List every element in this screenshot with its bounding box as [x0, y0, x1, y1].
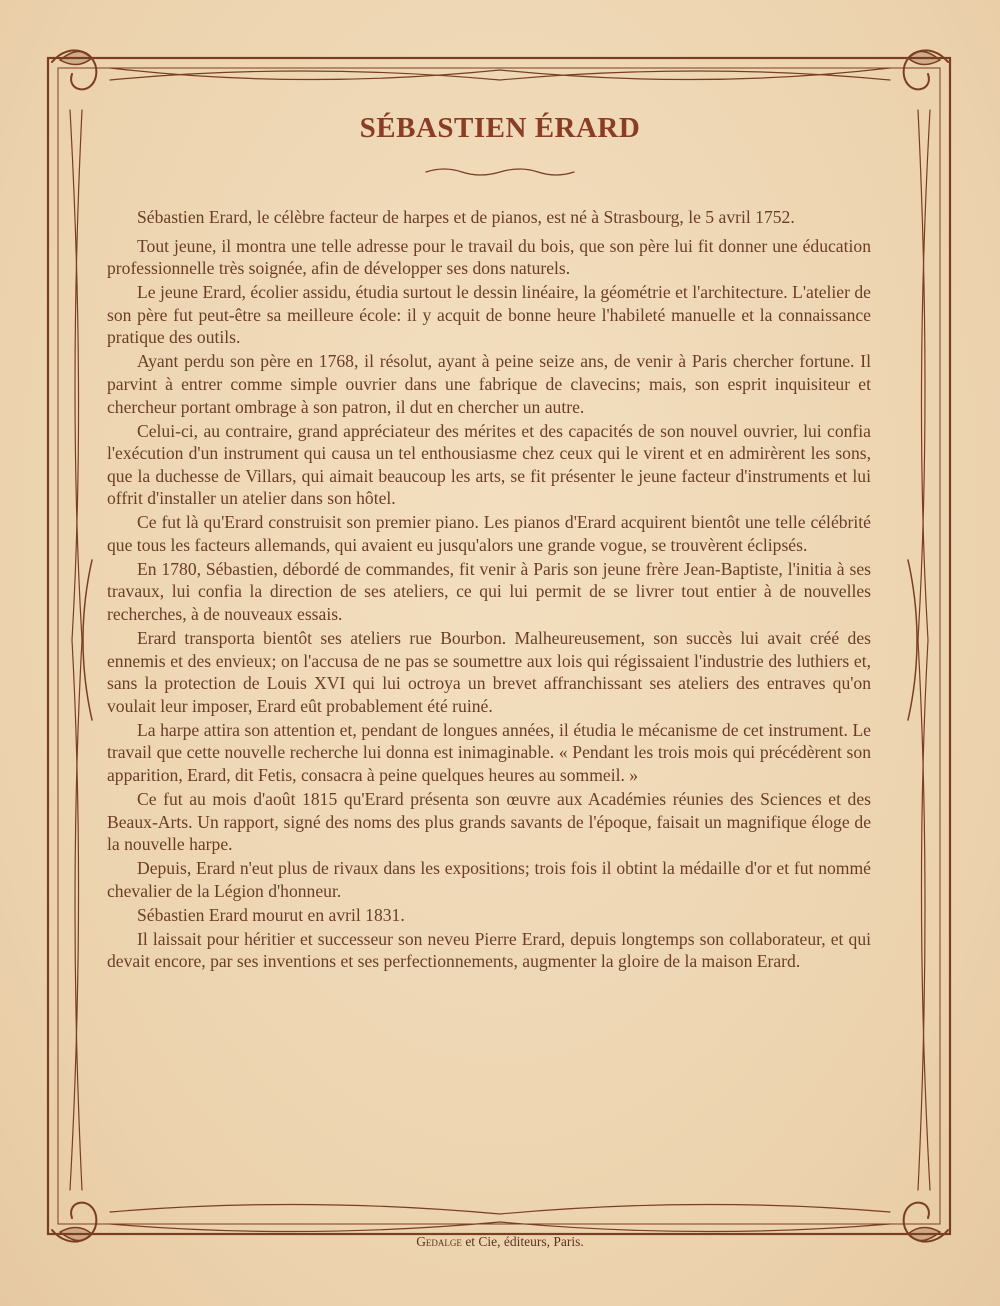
paragraph: En 1780, Sébastien, débordé de commandes, fit venir à Paris son jeune frère Jean-Baptiste, l'initia à ses travaux, lui confia la direction de ses ateliers, ce qui lui permit de se livrer tout entier à de nouvelles recherches, à de nouveaux essais. [107, 558, 871, 625]
paragraph: Le jeune Erard, écolier assidu, étudia surtout le dessin linéaire, la géométrie et l'architecture. L'atelier de son père fut peut-être sa meilleure école: il y acquit de bonne heure l'habileté manuelle et la connaissance pratique des outils. [107, 282, 871, 348]
paragraph: Ayant perdu son père en 1768, il résolut, ayant à peine seize ans, de venir à Paris chercher fortune. Il parvint à entrer comme simple ouvrier dans une fabrique de clavecins; mais, son esprit inquisiteur et chercheur portant ombrage à son patron, il dut en chercher un autre. [107, 351, 871, 417]
paragraph: Erard transporta bientôt ses ateliers rue Bourbon. Malheureusement, son succès lui avait créé des ennemis et des envieux; on l'accusa de ne pas se soumettre aux lois qui régissaient l'industrie des luthiers et, sans la protection de Louis XVI qui lui octroya un brevet affranchissant ses ateliers des entraves qu'on voulait leur imposer, Erard eût probablement été ruiné. [107, 628, 871, 716]
page-title: SÉBASTIEN ÉRARD [359, 112, 641, 144]
paragraph: Ce fut au mois d'août 1815 qu'Erard présenta son œuvre aux Académies réunies des Sciences et des Beaux-Arts. Un rapport, signé des noms des plus grands savants de l'époque, faisait un magnifique éloge de la nouvelle harpe. [107, 788, 871, 855]
paragraph: La harpe attira son attention et, pendant de longues années, il étudia le mécanisme de cet instrument. Le travail que cette nouvelle recherche lui donna est inimaginable. « Pendant les trois mois qui précédèrent son apparition, Erard, dit Fetis, consacra à peine quelques heures au sommeil. » [107, 719, 871, 785]
paragraph: Sébastien Erard mourut en avril 1831. [137, 904, 405, 925]
article-body [107, 206, 871, 974]
publisher-footer [0, 1234, 1000, 1250]
publisher-name: Gedalge [416, 1234, 462, 1249]
paragraph: Depuis, Erard n'eut plus de rivaux dans les expositions; trois fois il obtint la médaille d'or et fut nommé chevalier de la Légion d'honneur. [107, 858, 871, 901]
paragraph: Celui-ci, au contraire, grand appréciateur des mérites et des capacités de son nouvel ouvrier, lui confia l'exécution d'un instrument qui causa un tel enthousiasme chez ceux qui le virent et en admirèrent les sons, que la duchesse de Villars, qui aimait beaucoup les arts, se fit présenter le jeune facteur d'instruments et lui offrit d'installer un atelier dans son hôtel. [107, 420, 871, 509]
paragraph: Tout jeune, il montra une telle adresse pour le travail du bois, que son père lui fit donner une éducation professionnelle très soignée, afin de développer ses dons naturels. [107, 235, 871, 279]
paragraph: Sébastien Erard, le célèbre facteur de harpes et de pianos, est né à Strasbourg, le 5 avril 1752. [137, 207, 795, 227]
publisher-rest: et Cie, éditeurs, Paris. [461, 1234, 584, 1249]
paragraph: Il laissait pour héritier et successeur son neveu Pierre Erard, depuis longtemps son collaborateur, et qui devait encore, par ses inventions et ses perfectionnements, augmenter la gloire de la maison Erard. [107, 928, 871, 972]
paragraph: Ce fut là qu'Erard construisit son premier piano. Les pianos d'Erard acquirent bientôt une telle célébrité que tous les facteurs allemands, qui avaient eu jusqu'alors une grande vogue, se trouvèrent éclipsés. [107, 512, 871, 555]
